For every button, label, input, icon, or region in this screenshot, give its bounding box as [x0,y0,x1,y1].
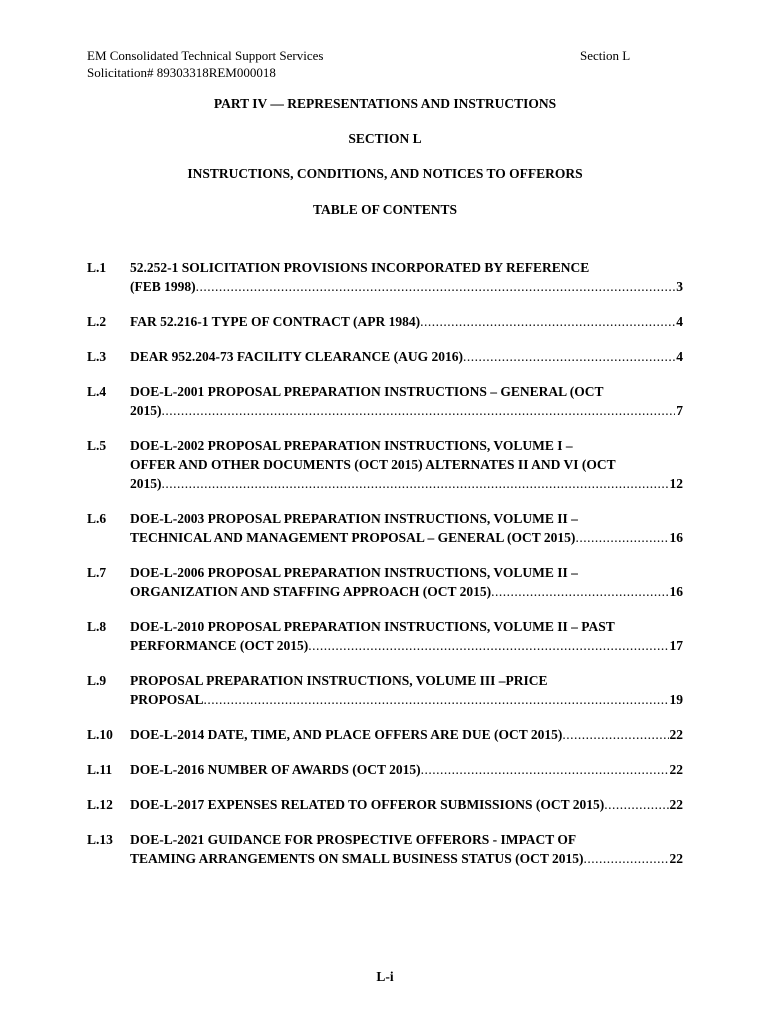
part-heading: PART IV — REPRESENTATIONS AND INSTRUCTIONS [213,96,557,111]
dot-leader [604,795,668,814]
toc-heading: TABLE OF CONTENTS [312,202,458,217]
toc-entry-title-line: OFFER AND OTHER DOCUMENTS (OCT 2015) ALTERNATES II AND VI (OCT [130,457,616,472]
toc-entry-number: L.7 [87,565,107,580]
toc-entry-body [130,563,683,601]
section-subtitle: INSTRUCTIONS, CONDITIONS, AND NOTICES TO OFFERORS [187,166,583,181]
toc-entry-page: 7 [676,403,683,418]
toc-entry-title-line: PROPOSAL PREPARATION INSTRUCTIONS, VOLUME III –PRICE [130,673,548,688]
toc-entry-title-line: 2015) [130,403,162,418]
toc-entry-title-line: DOE-L-2006 PROPOSAL PREPARATION INSTRUCTIONS, VOLUME II – [130,565,578,580]
header-solicitation: Solicitation# 89303318REM000018 [87,65,276,80]
toc-entry[interactable] [87,436,683,493]
toc-entry-body [130,382,683,420]
toc-entry-title-line: TECHNICAL AND MANAGEMENT PROPOSAL – GENERAL (OCT 2015) [130,530,576,545]
toc-entry-body [130,725,683,744]
toc-entry-page: 22 [669,762,683,777]
toc-entry-page: 22 [669,797,683,812]
toc-entry-title-line: DOE-L-2014 DATE, TIME, AND PLACE OFFERS ARE DUE (OCT 2015) [130,727,563,742]
toc-entry-title-line: PERFORMANCE (OCT 2015) [130,638,309,653]
dot-leader [583,849,668,868]
toc-entry-title-line: DOE-L-2001 PROPOSAL PREPARATION INSTRUCTIONS – GENERAL (OCT [130,384,604,399]
dot-leader [196,277,676,296]
toc-entry-number: L.11 [87,762,113,777]
dot-leader [162,474,669,493]
page-number: L-i [376,969,394,984]
toc-entry-page: 16 [669,584,683,599]
toc-entry-title-line: ORGANIZATION AND STAFFING APPROACH (OCT 2015) [130,584,492,599]
toc-entry-body [130,347,683,366]
toc-entry-body [130,617,683,655]
toc-entry-number: L.13 [87,832,113,847]
toc-entry-page: 4 [676,349,683,364]
toc-entry-title-line: DOE-L-2003 PROPOSAL PREPARATION INSTRUCTIONS, VOLUME II – [130,511,578,526]
toc-entry[interactable] [87,795,683,814]
toc-entry[interactable] [87,671,683,709]
header-section: Section L [580,48,631,63]
toc-entry[interactable] [87,347,683,366]
toc-entry-number: L.6 [87,511,107,526]
toc-entry[interactable] [87,563,683,601]
table-of-contents [87,258,683,868]
toc-entry-page: 22 [669,727,683,742]
toc-entry-body [130,509,683,547]
toc-entry-title-line: (FEB 1998) [130,279,196,294]
running-header-left [87,47,323,81]
toc-entry[interactable] [87,509,683,547]
toc-entry[interactable] [87,258,683,296]
header-title: EM Consolidated Technical Support Services [87,48,324,63]
toc-entry-body [130,312,683,331]
toc-entry-title-line: DOE-L-2017 EXPENSES RELATED TO OFFEROR SUBMISSIONS (OCT 2015) [130,797,605,812]
toc-entry-title-line: 2015) [130,476,162,491]
toc-entry-number: L.9 [87,673,107,688]
toc-entry-body [130,671,683,709]
toc-entry[interactable] [87,382,683,420]
toc-entry-page: 12 [669,476,683,491]
dot-leader [463,347,675,366]
toc-entry-number: L.10 [87,727,113,742]
toc-entry[interactable] [87,830,683,868]
toc-entry-body [130,436,683,493]
toc-entry-title-line: FAR 52.216-1 TYPE OF CONTRACT (APR 1984) [130,314,421,329]
dot-leader [562,725,668,744]
toc-entry-title-line: DOE-L-2002 PROPOSAL PREPARATION INSTRUCTIONS, VOLUME I – [130,438,573,453]
section-heading: SECTION L [348,131,422,146]
toc-entry-number: L.1 [87,260,107,275]
toc-entry[interactable] [87,760,683,779]
toc-entry-title-line: 52.252-1 SOLICITATION PROVISIONS INCORPORATED BY REFERENCE [130,260,590,275]
toc-entry-number: L.5 [87,438,107,453]
dot-leader [308,636,668,655]
dot-leader [204,690,669,709]
dot-leader [491,582,668,601]
toc-entry-title-line: DOE-L-2010 PROPOSAL PREPARATION INSTRUCTIONS, VOLUME II – PAST [130,619,615,634]
toc-entry-title-line: DOE-L-2021 GUIDANCE FOR PROSPECTIVE OFFERORS - IMPACT OF [130,832,577,847]
toc-entry-title-line: TEAMING ARRANGEMENTS ON SMALL BUSINESS STATUS (OCT 2015) [130,851,584,866]
dot-leader [420,312,675,331]
toc-entry-title-line: PROPOSAL [130,692,204,707]
dot-leader [421,760,669,779]
toc-entry-number: L.8 [87,619,107,634]
dot-leader [575,528,668,547]
toc-entry-number: L.12 [87,797,113,812]
toc-entry-title-line: DOE-L-2016 NUMBER OF AWARDS (OCT 2015) [130,762,421,777]
toc-entry-body [130,830,683,868]
toc-entry-title-line: DEAR 952.204-73 FACILITY CLEARANCE (AUG 2016) [130,349,464,364]
toc-entry-page: 3 [676,279,683,294]
toc-entry-number: L.3 [87,349,107,364]
toc-entry-body [130,795,683,814]
toc-entry[interactable] [87,725,683,744]
toc-entry-number: L.2 [87,314,107,329]
toc-entry-page: 19 [669,692,683,707]
toc-entry-body [130,760,683,779]
toc-entry[interactable] [87,312,683,331]
toc-entry-page: 16 [669,530,683,545]
dot-leader [162,401,676,420]
toc-entry-number: L.4 [87,384,107,399]
toc-entry[interactable] [87,617,683,655]
toc-entry-page: 4 [676,314,683,329]
toc-entry-body [130,258,683,296]
toc-entry-page: 22 [669,851,683,866]
toc-entry-page: 17 [669,638,683,653]
